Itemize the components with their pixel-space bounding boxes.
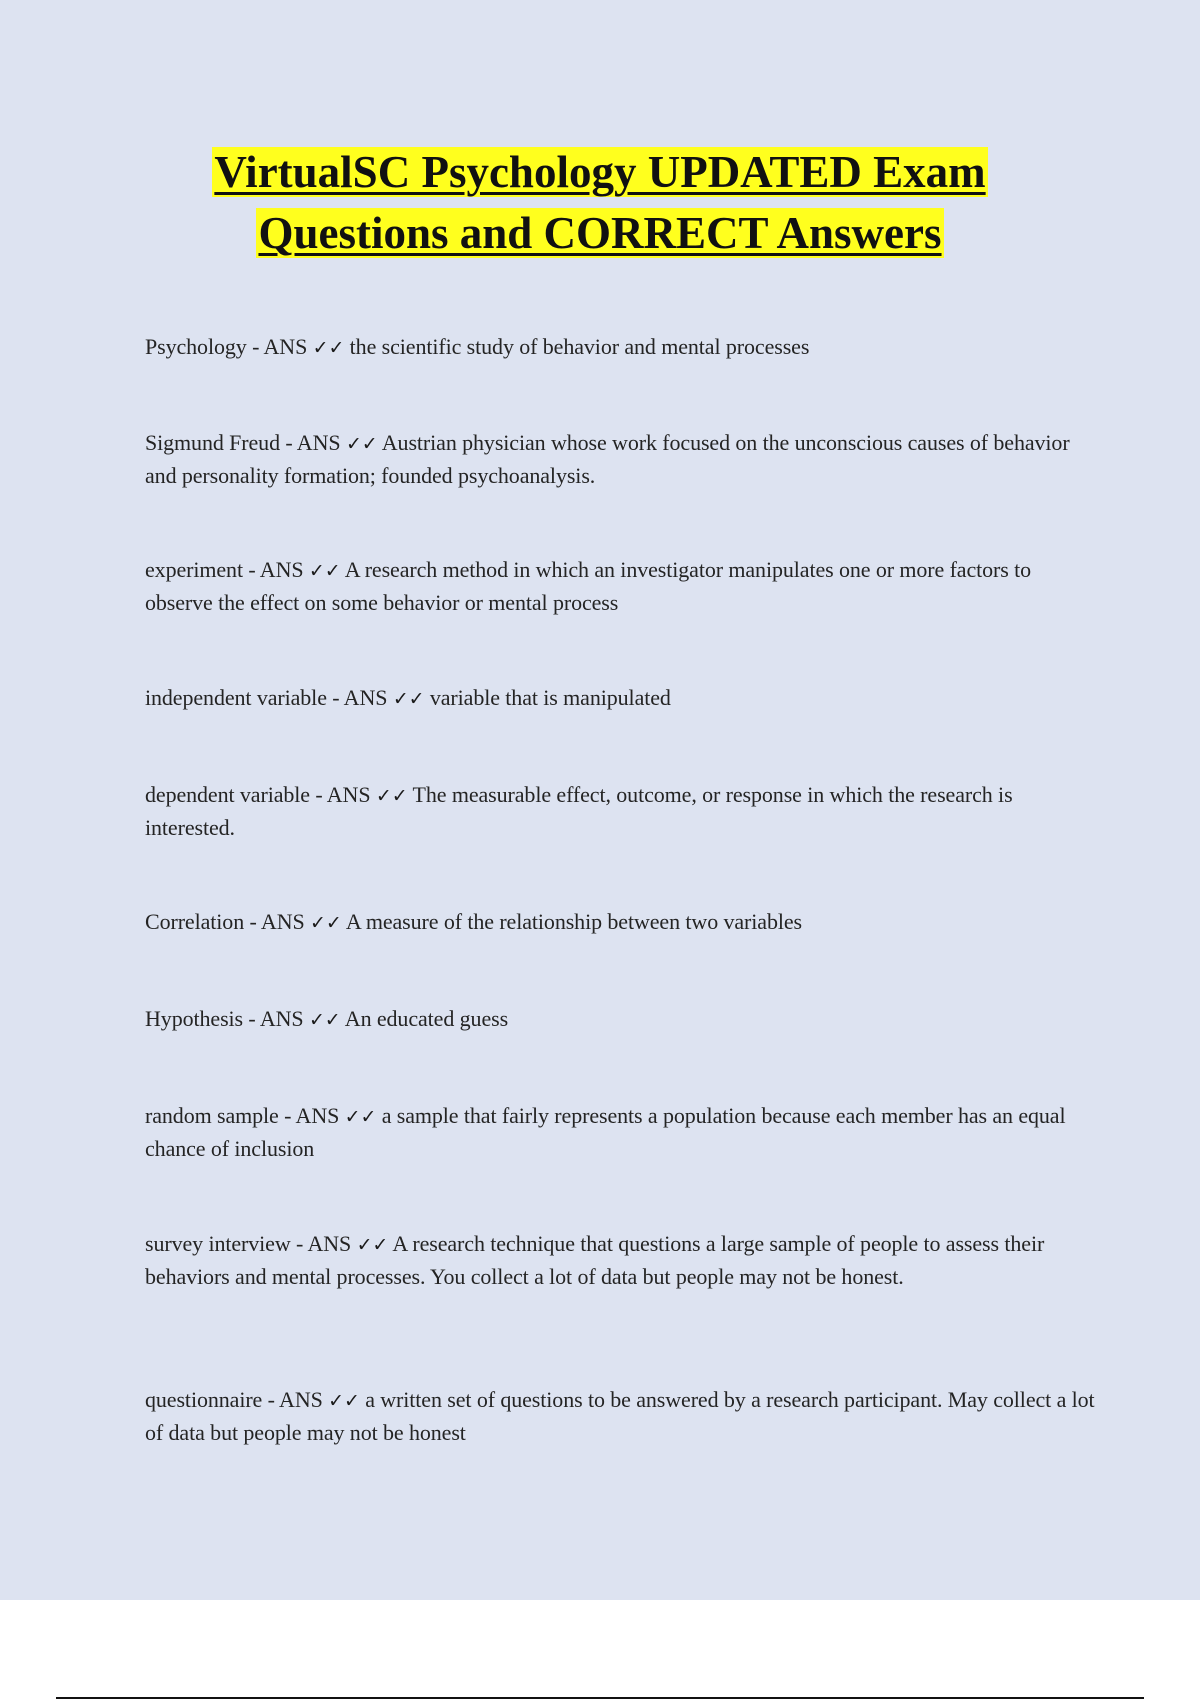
entry-definition: a sample that fairly represents a population because each member has an equal chance of inclusion xyxy=(145,1103,1066,1161)
entry-separator: - ANS xyxy=(246,334,313,359)
entry-definition: An educated guess xyxy=(340,1006,509,1031)
double-check-icon: ✓✓ xyxy=(392,688,425,710)
qa-entry xyxy=(145,331,1095,364)
qa-entry xyxy=(145,682,1095,715)
qa-entry xyxy=(145,554,1095,618)
double-check-icon: ✓✓ xyxy=(344,1106,377,1128)
qa-entry xyxy=(145,1228,1095,1292)
title-line-1: VirtualSC Psychology UPDATED Exam xyxy=(214,147,986,197)
double-check-icon: ✓✓ xyxy=(356,1234,389,1256)
entry-definition: A research technique that questions a large sample of people to assess their behaviors and mental processes. You collect a lot of data but people may not be honest. xyxy=(145,1231,1045,1289)
entry-separator: - ANS xyxy=(244,909,311,934)
entry-term: survey interview xyxy=(145,1231,291,1256)
entry-term: dependent variable xyxy=(145,782,310,807)
title-line-2: Questions and CORRECT Answers xyxy=(258,208,942,258)
entry-definition: a written set of questions to be answered by a research participant. May collect a lot of data but people may not be honest xyxy=(145,1387,1095,1445)
double-check-icon: ✓✓ xyxy=(345,433,378,455)
qa-entry xyxy=(145,1100,1095,1164)
entry-separator: - ANS xyxy=(243,1006,309,1031)
qa-entry xyxy=(145,779,1095,843)
entry-definition: A research method in which an investigator manipulates one or more factors to observe the effect on some behavior or mental process xyxy=(145,557,1032,615)
entry-term: questionnaire xyxy=(145,1387,263,1412)
entry-separator: - ANS xyxy=(242,557,309,582)
entry-definition: Austrian physician whose work focused on the unconscious causes of behavior and personality formation; founded psychoanalysis. xyxy=(145,430,1070,488)
double-check-icon: ✓✓ xyxy=(375,785,408,807)
qa-entry xyxy=(145,427,1095,491)
double-check-icon: ✓✓ xyxy=(328,1390,360,1412)
entry-definition: variable that is manipulated xyxy=(424,685,671,710)
entry-term: experiment xyxy=(145,557,243,582)
entry-separator: - ANS xyxy=(326,685,393,710)
entry-term: Sigmund Freud xyxy=(145,430,280,455)
entry-term: Correlation xyxy=(145,909,245,934)
qa-entry xyxy=(145,1384,1095,1448)
double-check-icon: ✓✓ xyxy=(308,560,341,582)
entry-separator: - ANS xyxy=(280,430,346,455)
double-check-icon: ✓✓ xyxy=(312,337,345,359)
entry-term: Hypothesis xyxy=(145,1006,244,1031)
entry-separator: - ANS xyxy=(262,1387,329,1412)
entry-separator: - ANS xyxy=(309,782,376,807)
page-divider xyxy=(56,1697,1144,1699)
entry-separator: - ANS xyxy=(290,1231,357,1256)
entry-definition: The measurable effect, outcome, or response in which the research is interested. xyxy=(145,782,1013,840)
entry-term: Psychology xyxy=(145,334,247,359)
entry-term: independent variable xyxy=(145,685,327,710)
entry-definition: the scientific study of behavior and mental processes xyxy=(344,334,810,359)
entry-separator: - ANS xyxy=(278,1103,345,1128)
double-check-icon: ✓✓ xyxy=(308,1009,341,1031)
double-check-icon: ✓✓ xyxy=(310,912,342,934)
entry-term: random sample xyxy=(145,1103,279,1128)
qa-entry xyxy=(145,906,1095,939)
entry-definition: A measure of the relationship between two variables xyxy=(341,909,802,934)
title-block xyxy=(0,142,1200,264)
qa-entry xyxy=(145,1003,1095,1036)
